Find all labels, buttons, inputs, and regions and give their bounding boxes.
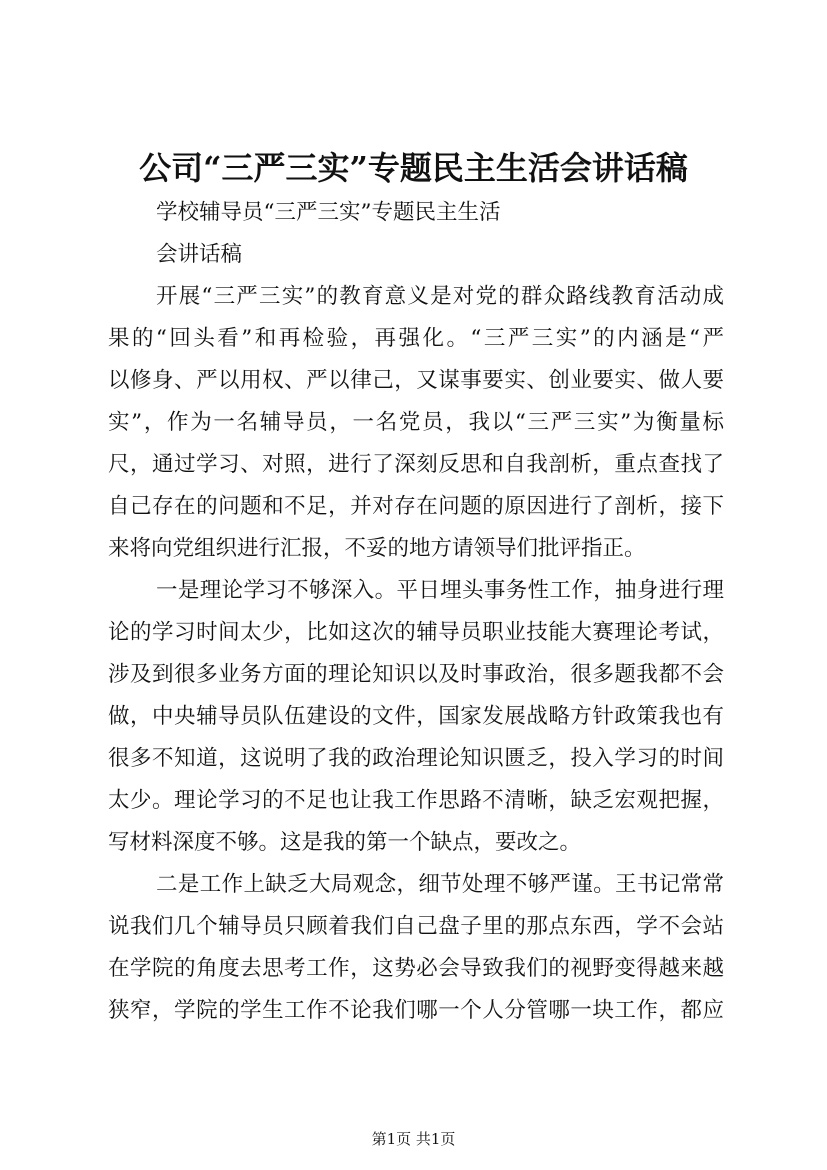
text-line: 果的“回头看”和再检验，再强化。“三严三实”的内涵是“严	[108, 326, 724, 351]
document-body	[108, 192, 724, 1032]
page-footer: 第1页 共1页	[371, 1130, 456, 1148]
document-title: 公司“三严三实”专题民主生活会讲话稿	[139, 149, 688, 187]
text-line: 二是工作上缺乏大局观念，细节处理不够严谨。王书记常常	[156, 872, 724, 897]
text-line: 论的学习时间太少，比如这次的辅导员职业技能大赛理论考试，	[108, 620, 724, 645]
text-line: 会讲话稿	[156, 242, 243, 267]
text-line: 涉及到很多业务方面的理论知识以及时事政治，很多题我都不会	[108, 662, 724, 687]
text-line: 实”，作为一名辅导员，一名党员，我以“三严三实”为衡量标	[108, 410, 724, 435]
text-line: 自己存在的问题和不足，并对存在问题的原因进行了剖析，接下	[108, 494, 724, 519]
text-line: 一是理论学习不够深入。平日埋头事务性工作，抽身进行理	[156, 578, 724, 603]
text-line: 在学院的角度去思考工作，这势必会导致我们的视野变得越来越	[108, 956, 724, 981]
text-line: 开展“三严三实”的教育意义是对党的群众路线教育活动成	[156, 284, 724, 309]
text-line: 来将向党组织进行汇报，不妥的地方请领导们批评指正。	[108, 536, 646, 561]
text-line: 说我们几个辅导员只顾着我们自己盘子里的那点东西，学不会站	[108, 914, 724, 939]
text-line: 很多不知道，这说明了我的政治理论知识匮乏，投入学习的时间	[108, 746, 724, 771]
text-line: 写材料深度不够。这是我的第一个缺点，要改之。	[108, 830, 582, 855]
text-line: 做，中央辅导员队伍建设的文件，国家发展战略方针政策我也有	[108, 704, 724, 729]
text-line: 学校辅导员“三严三实”专题民主生活	[156, 200, 501, 225]
text-line: 尺，通过学习、对照，进行了深刻反思和自我剖析，重点查找了	[108, 452, 724, 477]
text-line: 狭窄，学院的学生工作不论我们哪一个人分管哪一块工作，都应	[108, 998, 724, 1023]
text-line: 以修身、严以用权、严以律己，又谋事要实、创业要实、做人要	[108, 368, 724, 393]
text-line: 太少。理论学习的不足也让我工作思路不清晰，缺乏宏观把握，	[108, 788, 724, 813]
